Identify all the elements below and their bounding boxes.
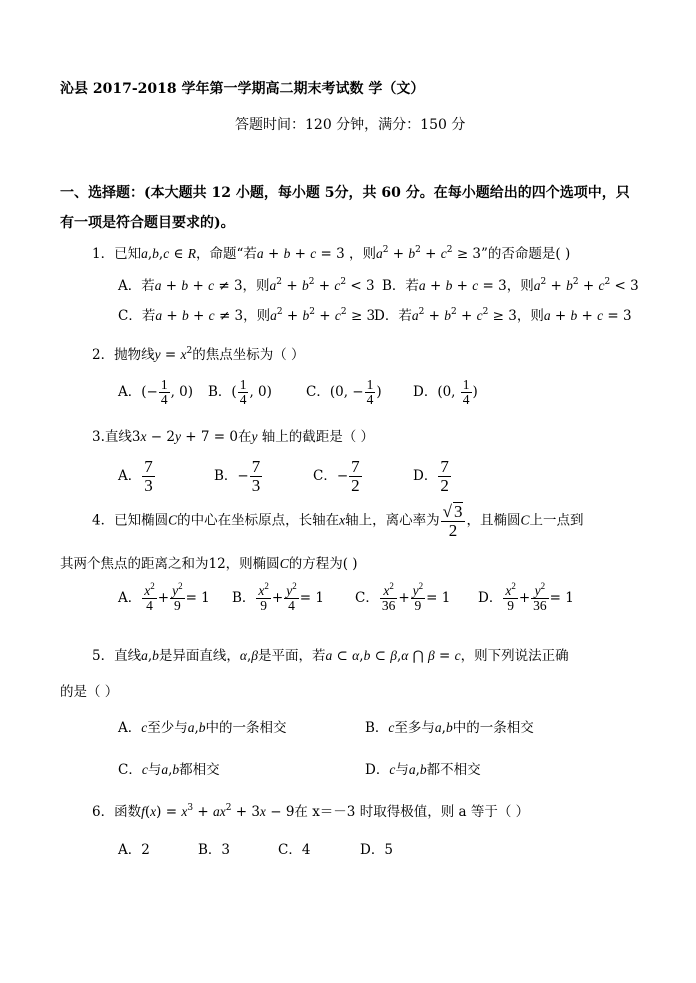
q4-choice-d: D． $\frac{x^2}{9}$ + $\frac{y^2}{36}$ = 1: [478, 581, 574, 614]
section-heading-line2: 有一项是符合题目要求的)。: [60, 215, 235, 231]
q5-choice-b: B．c至多与a,b中的一条相交: [365, 720, 534, 736]
q6-choice-b: B．3: [198, 842, 231, 858]
question-4-stem-line1: 4．已知椭圆C的中心在坐标原点，长轴在x轴上，离心率为 $\frac{√ 3}{2}$ ，且椭圆C上一点到: [92, 502, 584, 540]
question-number: 1．: [92, 246, 115, 262]
q1-choice-a: A．若a + b + c ≠ 3，则$a^2 + b^2 + c^2 < 3$: [118, 277, 375, 294]
q4-choice-a: A． $\frac{x^2}{4}$ + $\frac{y^2}{9}$ = 1: [118, 581, 210, 614]
q5-choice-d: D．c与a,b都不相交: [365, 762, 481, 778]
q1-choice-c: C．若a + b + c ≠ 3，则$a^2 + b^2 + c^2 \ge 3$: [118, 307, 376, 324]
q4-choice-c: C． $\frac{x^2}{36}$ + $\frac{y^2}{9}$ = 1: [355, 581, 451, 614]
q2-choice-b: B．( $\frac{1}{4}$ , 0): [208, 377, 272, 408]
q5-choice-a: A．c至少与a,b中的一条相交: [118, 720, 287, 736]
exam-title: 沁县 2017-2018 学年第一学期高二期末考试数 学（文）: [60, 81, 425, 97]
q2-choice-d: D．(0, $\frac{1}{4}$ ): [413, 377, 478, 408]
q6-choice-a: A．2: [118, 842, 150, 858]
q6-choice-d: D．5: [360, 842, 393, 858]
q2-choice-a: A．(− $\frac{1}{4}$ , 0): [118, 377, 194, 408]
q6-choice-c: C．4: [278, 842, 311, 858]
question-5-stem-line2: 的是（ ）: [60, 684, 119, 700]
question-3-stem: 3.直线3x − 2y + 7 = 0在y 轴上的截距是（ ）: [92, 429, 375, 445]
question-1-stem: 1．已知a,b,c ∈ R，命题“若a + b + c = 3 ，则$a^2 + b^2 + c^2 \ge 3$”的否命题是( ): [92, 245, 571, 262]
q3-choice-a: A． $\frac{7}{3}$: [118, 457, 153, 495]
question-5-stem-line1: 5．直线a,b是异面直线，α,β是平面，若a ⊂ α,b ⊂ β,α ⋂ β = c，则下列说法正确: [92, 648, 569, 664]
q5-choice-c: C．c与a,b都相交: [118, 762, 220, 778]
exam-info: 答题时间：120 分钟，满分：150 分: [235, 117, 466, 133]
question-2-stem: 2．抛物线$y = x^2$的焦点坐标为（ ）: [92, 346, 305, 363]
q3-choice-d: D． $\frac{7}{2}$: [413, 457, 449, 495]
q3-choice-b: B．− $\frac{7}{3}$: [214, 457, 261, 495]
question-6-stem: 6．函数$f(x) = x^3 + ax^2 + 3x - 9$在 x＝－3 时取得极值，则 a 等于（ ）: [92, 803, 530, 820]
q3-choice-c: C．− $\frac{7}{2}$: [313, 457, 360, 495]
q4-choice-b: B． $\frac{x^2}{9}$ + $\frac{y^2}{4}$ = 1: [232, 581, 324, 614]
q1-choice-b: B．若a + b + c = 3，则$a^2 + b^2 + c^2 < 3$: [382, 277, 639, 294]
question-4-stem-line2: 其两个焦点的距离之和为12，则椭圆C的方程为( ): [60, 556, 358, 572]
q2-choice-c: C．(0, − $\frac{1}{4}$ ): [306, 377, 382, 408]
q1-choice-d: D．若$a^2 + b^2 + c^2 \ge 3$，则a + b + c = 3: [374, 307, 632, 324]
section-heading-line1: 一、选择题：(本大题共 12 小题，每小题 5分，共 60 分。在每小题给出的四个选项中，只: [60, 185, 630, 201]
